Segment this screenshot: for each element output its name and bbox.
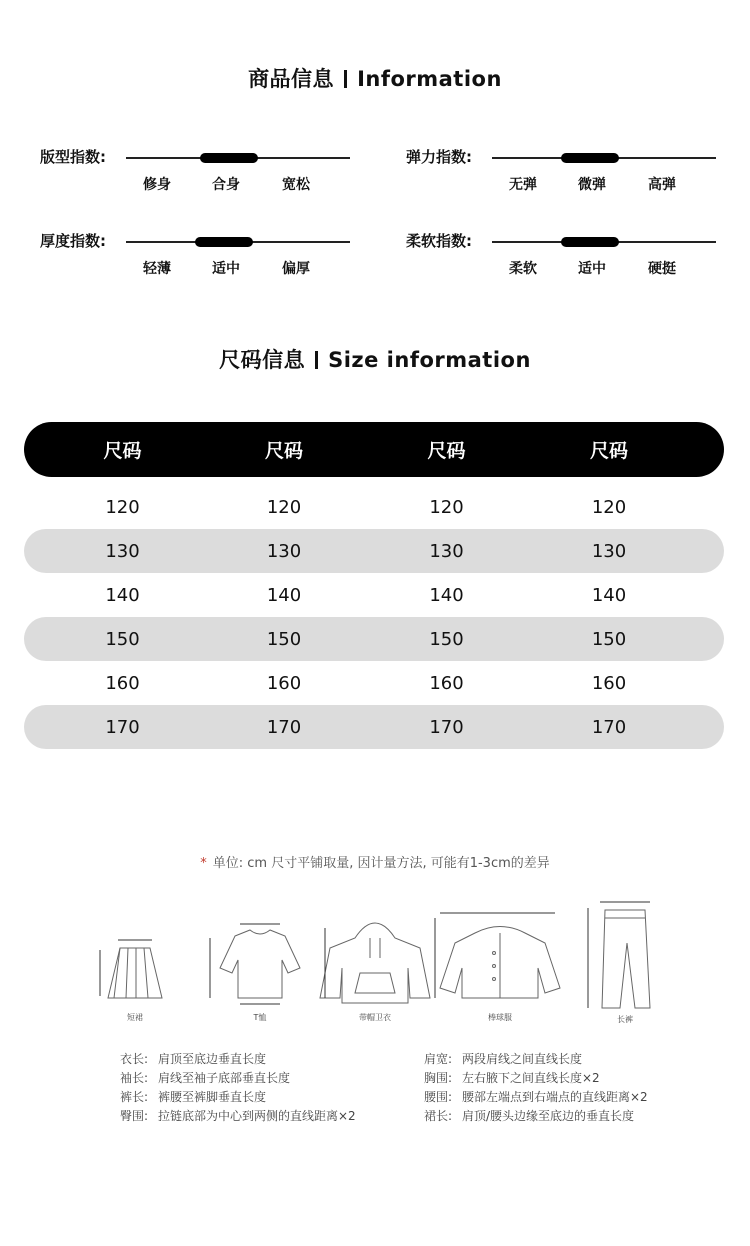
size-info-title-en: Size information bbox=[328, 348, 531, 372]
product-info-title-cn: 商品信息 bbox=[248, 67, 335, 91]
index-option: 宽松 bbox=[282, 177, 310, 193]
index-option: 硬挺 bbox=[648, 261, 676, 277]
table-cell: 130 bbox=[105, 540, 140, 562]
table-cell: 130 bbox=[266, 540, 302, 562]
table-cell: 150 bbox=[266, 628, 302, 650]
garment-caption: 短裙 bbox=[127, 1013, 143, 1022]
table-cell: 160 bbox=[429, 672, 464, 694]
header-cell: 尺码 bbox=[264, 440, 303, 462]
definition-key: 胸围: bbox=[424, 1071, 453, 1085]
index-option: 柔软 bbox=[509, 261, 537, 277]
index-softness bbox=[406, 230, 736, 290]
table-cell: 160 bbox=[591, 672, 627, 694]
header-cell: 尺码 bbox=[103, 440, 142, 462]
table-cell: 160 bbox=[105, 672, 140, 694]
table-cell: 140 bbox=[105, 584, 140, 606]
table-cell: 120 bbox=[266, 496, 302, 518]
definition-item bbox=[424, 1107, 648, 1126]
table-cell: 170 bbox=[266, 716, 302, 738]
index-knob bbox=[195, 237, 253, 247]
definition-value: 肩顶/腰头边缘至底边的垂直长度 bbox=[462, 1109, 635, 1123]
garment-caption: 带帽卫衣 bbox=[359, 1013, 391, 1022]
index-knob bbox=[561, 237, 619, 247]
index-option: 无弹 bbox=[509, 177, 537, 193]
index-label: 厚度指数: bbox=[40, 232, 106, 250]
index-knob bbox=[561, 153, 619, 163]
table-cell: 140 bbox=[591, 584, 627, 606]
index-option: 修身 bbox=[143, 177, 171, 193]
index-option: 轻薄 bbox=[143, 261, 171, 277]
definitions-right bbox=[424, 1050, 648, 1126]
index-option: 合身 bbox=[212, 177, 240, 193]
table-row bbox=[24, 617, 724, 661]
product-info-title bbox=[0, 63, 750, 93]
header-cell: 尺码 bbox=[589, 440, 628, 462]
table-row bbox=[24, 529, 724, 573]
measurement-note bbox=[0, 852, 750, 871]
table-header bbox=[24, 422, 724, 477]
index-option: 偏厚 bbox=[282, 261, 310, 277]
note-star: * bbox=[200, 856, 207, 871]
definitions-left bbox=[120, 1050, 356, 1126]
size-table bbox=[24, 422, 724, 749]
definition-key: 肩宽: bbox=[424, 1052, 453, 1066]
garment-illustrations bbox=[90, 898, 660, 1028]
size-info-title bbox=[0, 344, 750, 374]
index-knob bbox=[200, 153, 258, 163]
index-thickness bbox=[40, 230, 370, 290]
definition-value: 裤腰至裤脚垂直长度 bbox=[158, 1090, 267, 1104]
definition-key: 袖长: bbox=[120, 1071, 149, 1085]
table-cell: 170 bbox=[429, 716, 464, 738]
definition-item bbox=[120, 1107, 356, 1126]
definition-key: 臀围: bbox=[120, 1109, 149, 1123]
table-cell: 150 bbox=[429, 628, 464, 650]
definition-value: 拉链底部为中心到两侧的直线距离×2 bbox=[158, 1109, 356, 1123]
index-label: 版型指数: bbox=[40, 148, 106, 166]
pants-icon bbox=[588, 902, 650, 1008]
index-option: 高弹 bbox=[648, 177, 676, 193]
table-row bbox=[24, 705, 724, 749]
table-cell: 120 bbox=[429, 496, 464, 518]
garment-caption: 棒球服 bbox=[488, 1013, 512, 1022]
definition-key: 衣长: bbox=[120, 1052, 149, 1066]
index-option: 微弹 bbox=[578, 177, 606, 193]
size-info-title-cn: 尺码信息 bbox=[219, 348, 306, 372]
definition-item bbox=[120, 1088, 356, 1107]
hoodie-icon bbox=[320, 923, 430, 1003]
jacket-icon bbox=[435, 913, 560, 998]
index-fit bbox=[40, 146, 370, 206]
table-row bbox=[24, 661, 724, 705]
table-cell: 170 bbox=[105, 716, 140, 738]
tshirt-icon bbox=[210, 924, 300, 1004]
definition-item bbox=[424, 1088, 648, 1107]
table-cell: 170 bbox=[591, 716, 627, 738]
definition-key: 裙长: bbox=[424, 1109, 453, 1123]
table-cell: 150 bbox=[105, 628, 140, 650]
product-info-title-en: Information bbox=[357, 67, 502, 91]
table-cell: 120 bbox=[591, 496, 627, 518]
table-cell: 120 bbox=[105, 496, 140, 518]
table-cell: 130 bbox=[591, 540, 627, 562]
skirt-icon bbox=[100, 940, 162, 998]
definition-value: 左右腋下之间直线长度×2 bbox=[462, 1071, 600, 1085]
header-cell: 尺码 bbox=[427, 440, 466, 462]
table-cell: 140 bbox=[266, 584, 302, 606]
title-divider bbox=[344, 70, 347, 88]
table-row bbox=[24, 573, 724, 617]
index-label: 柔软指数: bbox=[406, 232, 472, 250]
definition-item bbox=[120, 1050, 356, 1069]
table-cell: 140 bbox=[429, 584, 464, 606]
definition-key: 腰围: bbox=[424, 1090, 453, 1104]
title-divider bbox=[315, 351, 318, 369]
note-text: 单位: cm 尺寸平铺取量, 因计量方法, 可能有1-3cm的差异 bbox=[212, 856, 550, 871]
definition-value: 腰部左端点到右端点的直线距离×2 bbox=[462, 1090, 648, 1104]
definition-value: 两段肩线之间直线长度 bbox=[462, 1052, 583, 1066]
table-cell: 160 bbox=[266, 672, 302, 694]
index-option: 适中 bbox=[578, 261, 606, 277]
garment-caption: 长裤 bbox=[617, 1015, 633, 1024]
garment-caption: T恤 bbox=[253, 1013, 267, 1022]
table-cell: 130 bbox=[429, 540, 464, 562]
index-elasticity bbox=[406, 146, 736, 206]
table-row bbox=[24, 485, 724, 529]
definition-item bbox=[424, 1050, 648, 1069]
index-label: 弹力指数: bbox=[406, 148, 472, 166]
table-cell: 150 bbox=[591, 628, 627, 650]
definition-value: 肩线至袖子底部垂直长度 bbox=[158, 1071, 291, 1085]
definition-key: 裤长: bbox=[120, 1090, 149, 1104]
definition-item bbox=[120, 1069, 356, 1088]
definition-item bbox=[424, 1069, 648, 1088]
index-option: 适中 bbox=[212, 261, 240, 277]
definition-value: 肩顶至底边垂直长度 bbox=[158, 1052, 267, 1066]
